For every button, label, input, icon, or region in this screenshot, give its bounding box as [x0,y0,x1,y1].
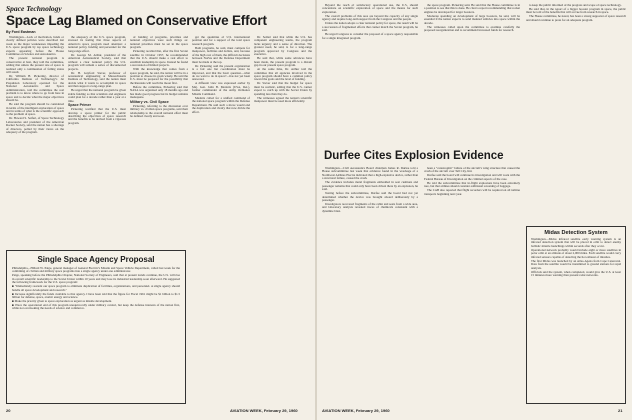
paragraph: He told the subcommittee that in-flight explosions have been extremely rare, but that airlines should consider additional screening of baggage. [424,180,520,189]
paragraph: The witnesses agreed the nation's scientific manpower must be used more efficiently. [254,95,312,104]
paragraph: ■ "Immediately reorient our space program to eliminate duplication of facilities, organizations, and personnel. A single agency should handle all space development and research." [12,284,180,292]
paragraph: The CAB also reported that flight recorders will be required on all turbine transports beginning next year. [424,188,520,196]
paragraph: The evidence includes metal fragments embedded in seat cushions and passenger remains that could only have been driven there by an explosion, he said. [322,180,418,192]
paragraph: He urged that the national program be given stable funding so that scientists and engineers could plan for a decade rather than a year at a time. [68,88,126,103]
article-column-4 [192,36,250,406]
paragraph: Pickering, referring to the discussion over military vs. civilian space programs, said their relationship to the overall national effort must be defined clearly and soon. [130,103,188,118]
paragraph: Dr. Seifert said that while the U.S. has competent engineering teams, the program lacks urgency and a sense of direction. The greatest need, he said, is for a long-range program approved by Congress and the executive. [254,36,312,57]
paragraph: ■ Place the operational end of this program unequivocally under military control, but keep the defense interests of the nation first, while not overlooking the needs of science and commerce. [12,303,180,311]
paragraph: He said that, in the report of a bigger booster program in space, the public must be told of the benefits that will accrue from research in space. [526,6,626,15]
paragraph: The witnesses called upon the committee to examine carefully the proposed reorganization and to recommend increased funds for research. [424,24,520,33]
article-column-r1 [322,4,418,146]
paragraph: Officials said the system, when completed, would give the U.S. at least 15 minutes more warning than present radar networks. [531,269,621,278]
paragraph: ■ Make the priority given to space exploration as urgent as missile development. [12,299,113,304]
paragraph: Operational network probably would include eight or more satellites in polar orbit at an altitude of about 2,000 miles. Each satellite would carry infrared sensors capable of detecting the hot exhaust of missiles. [531,247,621,259]
paragraph: the adequacy of the U.S. space program, stressed its feeling that three aspects of America's space program need attention: a national policy, funding and personnel for the long-range effort. [68,36,126,53]
article-column-1 [6,36,64,244]
page-gutter [315,0,317,420]
page-number-left: 20 [6,408,11,413]
paragraph: Before the committee, Pickering said that NASA was organized only 18 months ago and has made good progress but its budget remains inadequate. [130,84,188,100]
sidebar-box-midas [526,226,626,404]
paragraph: Unless the nation adopts a clear national policy for space, the result will be a succession of fragmented efforts that cannot match the Soviet program, he said. [322,21,418,33]
paragraph: Dr. Stever said that the budget for space must be realistic, adding that the U.S. cannot expect to catch up with the Soviet Union by spending less than they do. [254,81,312,96]
paragraph: Medaris called for a unified command of the national space program within the Defense Department. He said such a move would end the duplication and rivalry that now divide the effort. [192,95,250,114]
paragraph: With the knowledge that comes from a space program, he said, the nation will be in a position to choose its goals wisely. He said the U.S. must be prepared for the possibility that the Russians will reach the moon first. [130,67,188,85]
article-column-5 [254,36,312,406]
paragraph: ■ Increase significantly the funds available to that agency. I have been told that the figure for Fiscal 1961 might be $1 billion to $1.5 billion for defense, space, atomic energy and science. [12,291,180,300]
article-column-r5 [424,167,520,405]
paragraph: Dr. Pickering said the present organization is a fair one but coordination must be improved, and that the basic question—what do we want to do in space?—has not yet been answered. [192,63,250,82]
page-number-right: 21 [618,408,623,413]
paragraph: Washington—Lack of motivation, funds or clearly defined policies were described last week as the major weaknesses impeding the U.S. space program by top space technology experts appearing before the House Committee on Science and Astronautics. [6,36,64,57]
paragraph: been a "catastrophic" failure of the aircraft's wing structure that caused the crash of the aircraft over Tell City, Ind. [424,167,520,174]
paragraph: A different view was expressed earlier by Maj. Gen. John B. Medaris (USA, Ret.), former commander of the Army Ordnance Missile Command. [192,81,250,96]
subhead: Military vs. Civil Space [130,99,169,104]
paragraph: The present national program is conservative at best, they told the committee, adding that unless the present rate of space is realized only a continuation of failing status will result. [6,56,64,75]
paragraph: At the same time, Dr. Arthur told the committee that all agencies involved in the space program should have a common policy toward the goals and the level of funding. [254,67,312,82]
subhead: Space Primer [68,103,91,108]
paragraph: Investigators recovered fragments of the cabin and seats from a wide area, and laboratory analysis revealed traces of chemicals consistent with a dynamite blast. [322,202,418,213]
paragraph: Moderate spending on development of large boosters, he said, will be essential if the nation expects to send manned vehicles into space within the decade. [424,13,520,25]
paragraph: Washington—Civil Aeronautics Board chairman James R. Durfee told a House subcommittee last week that evidence found in the wreckage of a Northwest Airlines Electra indicated that a high-explosive device, rather than a structural failure, caused the crash. [322,167,418,181]
article-column-r2 [424,4,520,146]
paragraph: The first Midas was launched by an Atlas-Agena from Cape Canaveral. Data from the satellite would be transmitted to ground stations for rapid analysis. [531,258,621,270]
byline: By Ford Eastman [6,30,36,34]
paragraph: The House committee, he noted, has been a strong supporter of space research and should continue to press for an adequate program. [526,14,626,22]
article-column-3 [130,36,188,244]
paragraph: Dr. Howard S. Seifert, of Space Technology Laboratories and president of the American Rocket Society, said the nation has a shortage of directors, polled by their views on the adequacy of the program. [6,116,64,135]
paragraph: Pickering recalled that, after the first Soviet satellite in October 1957, he recommended that the U.S. should make a real effort to establish leadership in space. Instead he found a succession of limited projects. [130,49,188,68]
footer-left: AVIATION WEEK, February 29, 1960 [230,408,298,413]
paragraph: Philadelphia—Hillard W. Paige, general manager of General Electric's Missile and Space Vehicle Department, called last week for the combining of civilian and military space programs into a single agency under one administrator. [12,266,180,274]
paragraph: to keep the public informed of the progress and scope of space technology. [529,4,622,7]
paragraph: He said that, while some advances have been made, the present program is a distant gap in our present space program. [254,56,312,68]
paragraph: Dr. H. Guyford Stever, professor of aeronautical engineering at Massachusetts Institute of Technology, said the nation must decide what it wants to accomplish in space and then support a long-range plan. [68,70,126,89]
paragraph: The overall problems of this area are beyond the capacity of any single agency and require long-term support from the Congress and the people. [322,13,418,22]
paragraph: He urged Congress to consider the proposal of a space agency responsible for a single integrated program. [322,32,418,40]
article-column-2 [68,36,126,244]
paragraph: the space program. Pickering said. He said that the House committee is in a position to see that this is done. He cited a report recommending that rocket engines be developed for larger boosters. [424,4,520,14]
paragraph: Both programs, he said, must compete for manpower, facilities and dollars, and, because of the high cost of them, the difficult decisions between NASA and the Defense Department must be made at the top. [192,45,250,64]
paragraph: Washington—Midas infrared satellite early warning system is an infrared detection system that will be placed in orbit to detect enemy ballistic missile launchings within seconds after they occur. [531,237,621,248]
headline-secondary: Durfee Cites Explosion Evidence [324,150,504,162]
headline-main: Space Lag Blamed on Conservative Effort [6,13,267,28]
paragraph: of funding of programs, priorities and national objectives were such things as: national priorities must be set in the space program. [130,36,188,50]
section-tag: Space Technology [6,4,62,13]
paragraph: Dr. George M. Arthur, president of the American Astronautical Society, said that without a clear national policy the U.S. program will remain a series of disconnected projects. [68,52,126,71]
paragraph: Beyond the reach of satisfactory operational use, the U.S. should concentrate on scientific exploration of space and the means for such exploration. [322,4,418,14]
paragraph: Testing before the subcommittee, Durfee said the board had not yet determined whether the device was brought aboard deliberately by a passenger. [322,191,418,203]
article-column-r3 [526,4,626,146]
paragraph: He said the program should be considered in terms of the intelligent exploration of space and in terms of what is the scientific approach to the problem of space. [6,102,64,117]
paragraph: Dr. William H. Pickering, director of California Institute of Technology's Jet Propulsion Laboratory operated for the National Aeronautics and Space Administration, told the committee the real problem is to know where to go from here in space and to decide what the major objectives should be. [6,73,64,103]
paragraph: get the quantities of U.S. international position and for a support of the total space research program. [192,36,250,46]
article-column-r4 [322,167,418,405]
footer-right: AVIATION WEEK, February 29, 1960 [322,408,390,413]
box-title: Midas Detection System [544,230,608,236]
sidebar-box-agency [6,250,186,404]
paragraph: Durfee said the board will continue its investigation and will work with the Federal Bureau of Investigation on the criminal aspects of the case. [424,173,520,181]
paragraph: Pickering testified that the U.S. must develop a space primer for the public describing the objectives of space research and the benefits to be derived from a vigorous program. [68,107,126,125]
box-title: Single Space Agency Proposal [37,255,155,264]
paragraph: Paige, speaking before the Philadelphia Chapter, National Society of Engineers, said that at present trends continue, the U.S. will rise in overall scientific leadership to the Soviet Union within 10 years and may lose its industrial leadership soon afterward. He suggested the following framework for the U.S. space program: [12,273,180,285]
